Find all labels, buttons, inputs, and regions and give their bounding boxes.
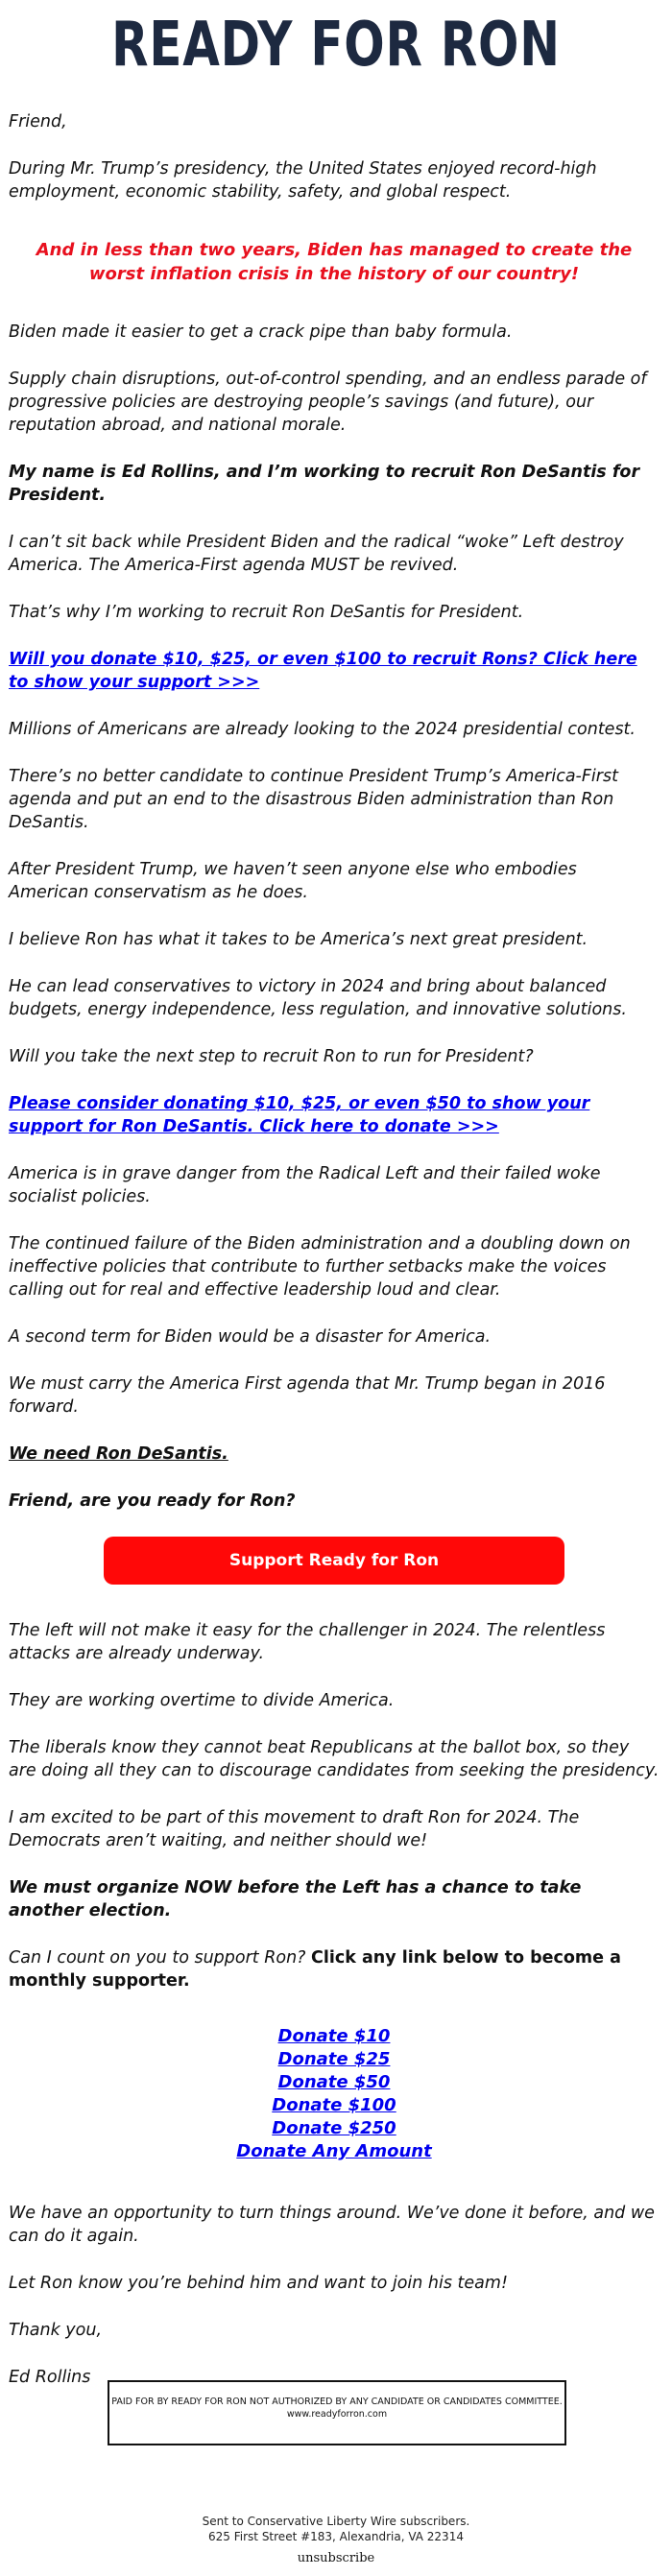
donate-link-2[interactable]: Please consider donating $10, $25, or even $50 to show your support for Ron DeSantis. Click here to donate >>> (9, 1094, 590, 1136)
paid-for-disclaimer (108, 2380, 566, 2445)
support-question: Can I count on you to support Ron? (9, 1948, 312, 1968)
paragraph: Millions of Americans are already looking to the 2024 presidential contest. (9, 720, 636, 739)
donate-50-link[interactable]: Donate $50 (277, 2072, 391, 2092)
red-callout: And in less than two years, Biden has managed to create the worst inflation crisis in the history of our country! (36, 240, 633, 284)
donate-25-link[interactable]: Donate $25 (277, 2049, 391, 2069)
greeting: Friend, (9, 112, 67, 131)
donate-10-link[interactable]: Donate $10 (277, 2026, 391, 2046)
donate-link-1[interactable]: Will you donate $10, $25, or even $100 to recruit Rons? Click here to show your support >>> (9, 650, 637, 692)
paragraph: The left will not make it easy for the challenger in 2024. The relentless attacks are already underway. (9, 1621, 606, 1663)
donate-links-list (9, 2025, 660, 2163)
paragraph: Biden made it easier to get a crack pipe than baby formula. (9, 322, 513, 342)
paragraph: A second term for Biden would be a disaster for America. (9, 1327, 492, 1347)
paragraph: We must carry the America First agenda that Mr. Trump began in 2016 forward. (9, 1374, 606, 1417)
disclaimer-website: www.readyforron.com (286, 2409, 388, 2420)
support-button[interactable]: Support Ready for Ron (104, 1537, 564, 1585)
paragraph: The liberals know they cannot beat Republicans at the ballot box, so they are doing all they can to discourage candidates from seeking the presidency. (9, 1738, 660, 1780)
need-ron-statement: We need Ron DeSantis. (9, 1444, 228, 1464)
logo: READY FOR RON (111, 10, 561, 81)
paragraph: There’s no better candidate to continue President Trump’s America-First agenda and put an end to the disastrous Biden administration than Ron DeSantis. (9, 767, 618, 832)
footer (0, 2514, 672, 2544)
paragraph: I am excited to be part of this movement to draft Ron for 2024. The Democrats aren’t waiting, and neither should we! (9, 1808, 580, 1850)
donate-100-link[interactable]: Donate $100 (272, 2095, 396, 2115)
paragraph: Supply chain disruptions, out-of-control spending, and an endless parade of progressive policies are destroying people’s savings (and future), our reputation abroad, and national morale. (9, 370, 647, 435)
footer-subscribers: Sent to Conservative Liberty Wire subscribers. (202, 2515, 470, 2528)
paragraph: The continued failure of the Biden administration and a doubling down on ineffective policies that contribute to further setbacks make the voices calling out for real and effective leadership loud and clear. (9, 1234, 631, 1300)
donate-250-link[interactable]: Donate $250 (272, 2118, 396, 2138)
disclaimer-text: PAID FOR BY READY FOR RON NOT AUTHORIZED BY ANY CANDIDATE OR CANDIDATES COMMITTEE. (111, 2397, 563, 2407)
email-body (9, 110, 660, 2413)
paragraph: They are working overtime to divide America. (9, 1691, 395, 1710)
paragraph: He can lead conservatives to victory in 2024 and bring about balanced budgets, energy independence, less regulation, and innovative solutions. (9, 977, 627, 1019)
signature: Ed Rollins (9, 2368, 91, 2387)
paragraph: We have an opportunity to turn things around. We’ve done it before, and we can do it again. (9, 2204, 655, 2246)
paragraph: I believe Ron has what it takes to be America’s next great president. (9, 930, 588, 949)
organize-statement: We must organize NOW before the Left has a chance to take another election. (9, 1878, 582, 1920)
paragraph: Will you take the next step to recruit Ron to run for President? (9, 1047, 534, 1066)
intro-statement: My name is Ed Rollins, and I’m working to recruit Ron DeSantis for President. (9, 463, 640, 505)
footer-address: 625 First Street #183, Alexandria, VA 22314 (208, 2530, 464, 2543)
paragraph: During Mr. Trump’s presidency, the United States enjoyed record-high employment, economic stability, safety, and global respect. (9, 159, 597, 202)
paragraph: America is in grave danger from the Radical Left and their failed woke socialist policies. (9, 1164, 601, 1206)
paragraph: After President Trump, we haven’t seen anyone else who embodies American conservatism as he does. (9, 860, 577, 902)
paragraph: Let Ron know you’re behind him and want to join his team! (9, 2274, 508, 2293)
monthly-supporter-paragraph (9, 1946, 660, 1992)
sign-off: Thank you, (9, 2321, 103, 2340)
unsubscribe-link[interactable]: unsubscribe (297, 2551, 375, 2565)
ready-question: Friend, are you ready for Ron? (9, 1491, 296, 1511)
paragraph: I can’t sit back while President Biden and the radical “woke” Left destroy America. The America-First agenda MUST be revived. (9, 533, 624, 575)
paragraph: That’s why I’m working to recruit Ron DeSantis for President. (9, 603, 524, 622)
monthly-cta-text: Click any link below to become a monthly supporter. (9, 1948, 621, 1991)
donate-any-amount-link[interactable]: Donate Any Amount (236, 2141, 432, 2161)
